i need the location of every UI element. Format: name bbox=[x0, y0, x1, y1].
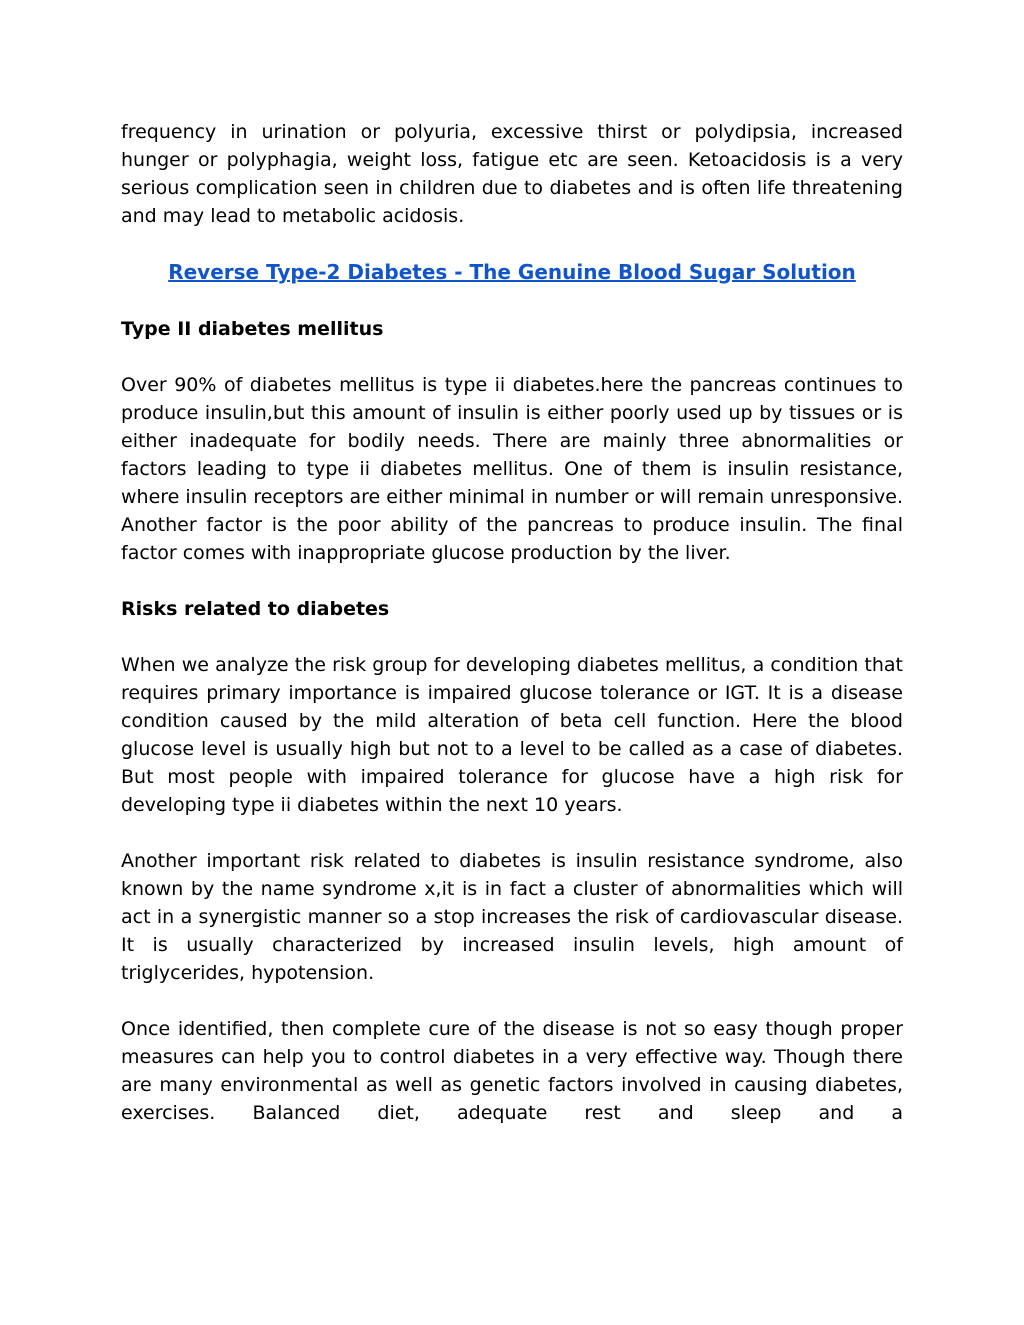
risks-paragraph-3: Once identified, then complete cure of the disease is not so easy though proper measures can help you to control diabetes in a very effective way. Though there are many environmental as well as genetic factors involved in causing diabetes, exercises. Balanced diet, adequate rest and sleep and a bbox=[121, 1018, 903, 1124]
promo-link[interactable]: Reverse Type-2 Diabetes - The Genuine Blood Sugar Solution bbox=[168, 260, 856, 284]
promo-link-line bbox=[121, 258, 903, 287]
heading-risks: Risks related to diabetes bbox=[121, 598, 390, 620]
intro-paragraph: frequency in urination or polyuria, excessive thirst or polydipsia, increased hunger or polyphagia, weight loss, fatigue etc are seen. Ketoacidosis is a very serious complication seen in children due to diabetes and is often life threatening and may lead to metabolic acidosis. bbox=[121, 121, 903, 227]
spacer bbox=[121, 623, 903, 651]
spacer bbox=[121, 230, 903, 258]
risks-paragraph-2: Another important risk related to diabetes is insulin resistance syndrome, also known by the name syndrome x,it is in fact a cluster of abnormalities which will act in a synergistic manner so a stop increases the risk of cardiovascular disease. It is usually characterized by increased insulin levels, high amount of triglycerides, hypotension. bbox=[121, 850, 903, 984]
document-page bbox=[121, 118, 903, 1127]
type2-paragraph: Over 90% of diabetes mellitus is type ii diabetes.here the pancreas continues to produce insulin,but this amount of insulin is either poorly used up by tissues or is either inadequate for bodily needs. There are mainly three abnormalities or factors leading to type ii diabetes mellitus. One of them is insulin resistance, where insulin receptors are either minimal in number or will remain unresponsive. Another factor is the poor ability of the pancreas to produce insulin. The final factor comes with inappropriate glucose production by the liver. bbox=[121, 374, 903, 564]
risks-paragraph-1: When we analyze the risk group for developing diabetes mellitus, a condition that requires primary importance is impaired glucose tolerance or IGT. It is a disease condition caused by the mild alteration of beta cell function. Here the blood glucose level is usually high but not to a level to be called as a case of diabetes. But most people with impaired tolerance for glucose have a high risk for developing type ii diabetes within the next 10 years. bbox=[121, 654, 903, 816]
spacer bbox=[121, 987, 903, 1015]
spacer bbox=[121, 343, 903, 371]
spacer bbox=[121, 819, 903, 847]
spacer bbox=[121, 567, 903, 595]
heading-type2-diabetes: Type II diabetes mellitus bbox=[121, 318, 384, 340]
spacer bbox=[121, 287, 903, 315]
